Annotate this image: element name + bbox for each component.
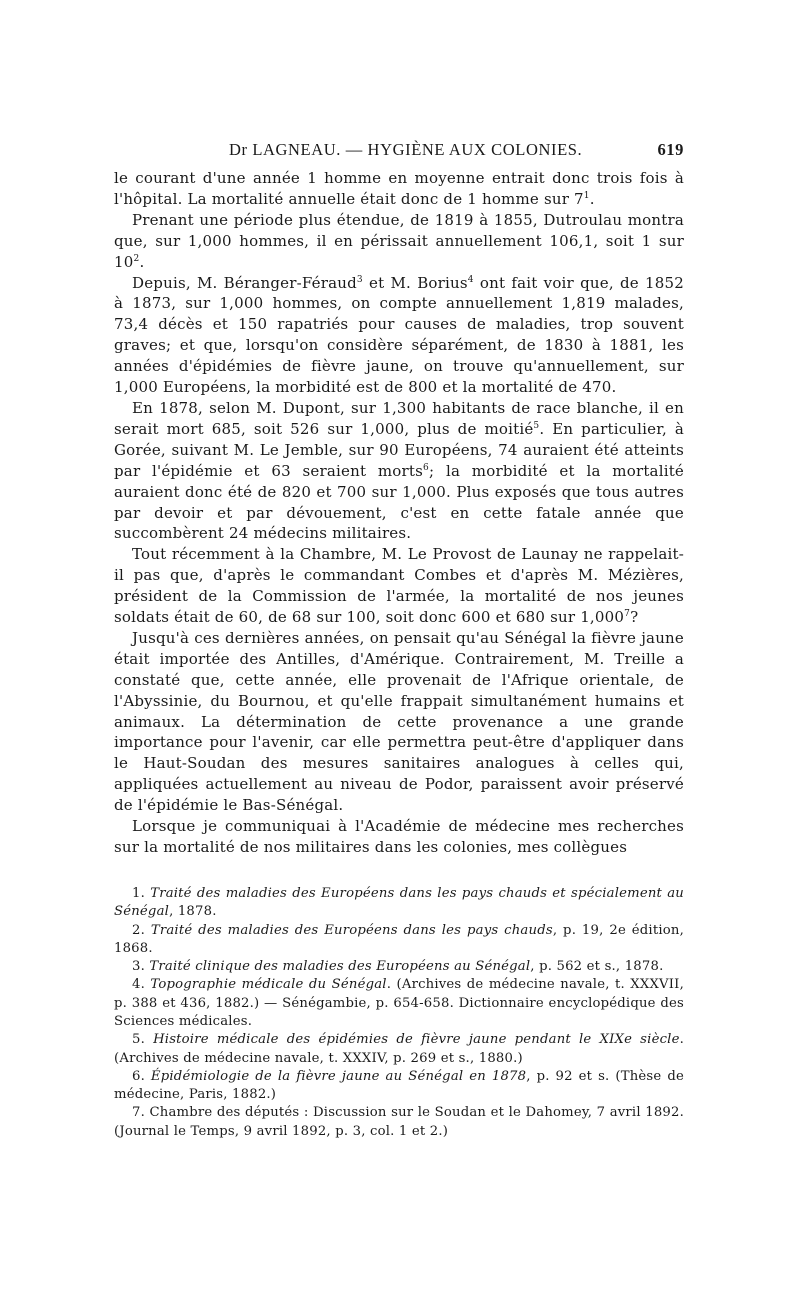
footnote-3: 3. Traité clinique des maladies des Européens au Sénégal, p. 562 et s., 1878. xyxy=(132,959,664,975)
footnotes xyxy=(114,885,684,1141)
running-title: Dr LAGNEAU. — HYGIÈNE AUX COLONIES. xyxy=(229,140,583,159)
body-text xyxy=(114,168,684,858)
footnote-ref-3[interactable]: 3 xyxy=(356,274,363,285)
footnote-ref-2[interactable]: 2 xyxy=(133,253,140,264)
footnote-ref-5[interactable]: 5 xyxy=(533,420,540,431)
footnote-4: 4. Topographie médicale du Sénégal. (Archives de médecine navale, t. XXXVII, p. 388 et 436, 1882.) — Sénégambie, p. 654-658. Dictionnaire encyclopédique des Sciences médicales. xyxy=(114,977,684,1029)
paragraph-5: Tout récemment à la Chambre, M. Le Provost de Launay ne rappelait-il pas que, d'après le commandant Combes et d'après M. Mézières, président de la Commission de l'armée, la mortalité de nos jeunes soldats était de 60, de 68 sur 100, soit donc 600 et 680 sur 1,000$^7$? xyxy=(114,545,684,627)
paragraph-7: Lorsque je communiquai à l'Académie de médecine mes recherches sur la mortalité de nos militaires dans les colonies, mes collègues xyxy=(114,817,684,856)
footnote-ref-7[interactable]: 7 xyxy=(624,609,631,620)
footnote-5: 5. Histoire médicale des épidémies de fièvre jaune pendant le XIXe siècle. (Archives de médecine navale, t. XXXIV, p. 269 et s., 1880.) xyxy=(114,1032,684,1066)
page xyxy=(114,140,684,1141)
running-header xyxy=(114,140,684,168)
footnote-7: 7. Chambre des députés : Discussion sur le Soudan et le Dahomey, 7 avril 1892. (Journal le Temps, 9 avril 1892, p. 3, col. 1 et 2.) xyxy=(114,1105,684,1139)
paragraph-3: Depuis, M. Béranger-Féraud$^3$ et M. Borius$^4$ ont fait voir que, de 1852 à 1873, sur 1,000 hommes, on compte annuellement 1,819 malades, 73,4 décès et 150 rapatriés pour causes de maladies, trop souvent graves; et que, lorsqu'on considère séparément, de 1830 à 1881, les années d'épidémies de fièvre jaune, on trouve qu'annuellement, sur 1,000 Européens, la morbidité est de 800 et la mortalité de 470. xyxy=(114,273,684,397)
paragraph-6: Jusqu'à ces dernières années, on pensait qu'au Sénégal la fièvre jaune était importée des Antilles, d'Amérique. Contrairement, M. Treille a constaté que, cette année, elle provenait de l'Afrique orientale, de l'Abyssinie, du Bournou, et qu'elle frappait simultanément humains et animaux. La détermination de cette provenance a une grande importance pour l'avenir, car elle permettra peut-être d'appliquer dans le Haut-Soudan des mesures sanitaires analogues à celles qui, appliquées actuellement au niveau de Podor, paraissent avoir préservé de l'épidémie le Bas-Sénégal. xyxy=(114,628,684,815)
paragraph-2: Prenant une période plus étendue, de 1819 à 1855, Dutroulau montra que, sur 1,000 hommes, il en périssait annuellement 106,1, soit 1 sur $10^2$. xyxy=(114,210,684,271)
page-number: 619 xyxy=(657,140,684,159)
footnote-6: 6. Épidémiologie de la fièvre jaune au Sénégal en 1878, p. 92 et s. (Thèse de médecine, Paris, 1882.) xyxy=(114,1068,684,1103)
footnote-2: 2. Traité des maladies des Européens dans les pays chauds, p. 19, 2e édition, 1868. xyxy=(114,922,684,956)
paragraph-1: le courant d'une année 1 homme en moyenne entrait donc trois fois à l'hôpital. La mortalité annuelle était donc de 1 homme sur $7^1$. xyxy=(114,169,684,208)
footnote-ref-1[interactable]: 1 xyxy=(583,190,590,201)
footnote-1: 1. Traité des maladies des Européens dans les pays chauds et spécialement au Sénégal, 1878. xyxy=(114,885,684,920)
footnote-ref-6[interactable]: 6 xyxy=(423,462,429,473)
footnote-ref-4[interactable]: 4 xyxy=(467,274,474,285)
paragraph-4: En 1878, selon M. Dupont, sur 1,300 habitants de race blanche, il en serait mort 685, soit 526 sur 1,000, plus de moitié$^5$. En particulier, à Gorée, suivant M. Le Jemble, sur 90 Européens, 74 auraient été atteints par l'épidémie et 63 seraient morts$^6$; la morbidité et la mortalité auraient donc été de 820 et 700 sur 1,000. Plus exposés que tous autres par devoir et par dévouement, c'est en cette fatale année que succombèrent 24 médecins militaires. xyxy=(114,398,684,543)
